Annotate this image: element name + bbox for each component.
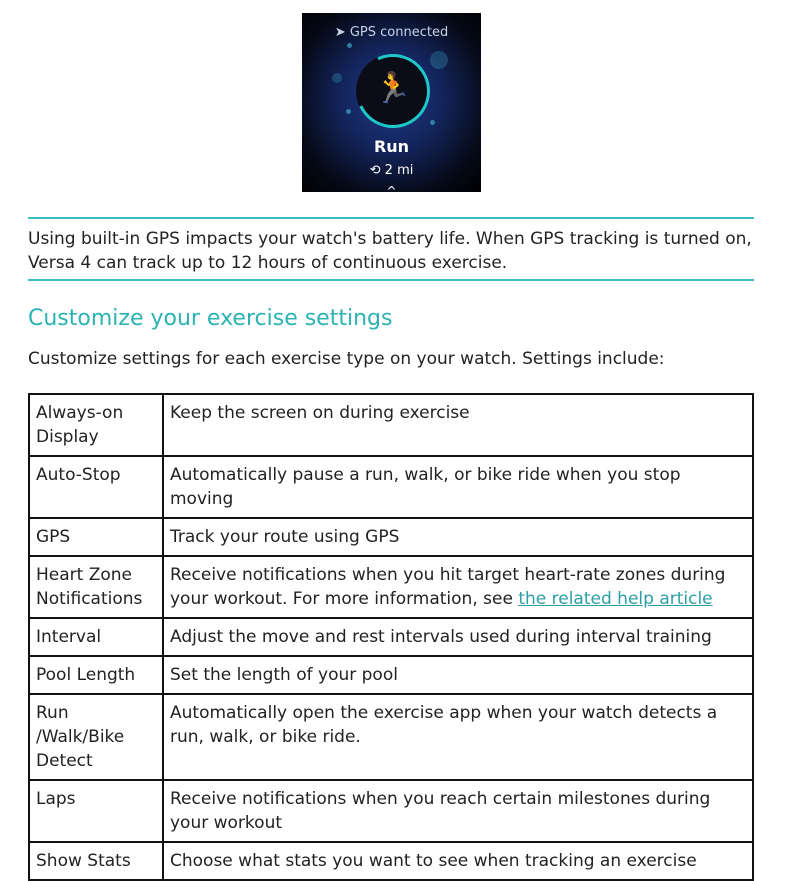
chevron-up-icon: ^ [386,184,397,192]
exercise-name: Run [373,137,410,156]
setting-name: GPS [29,518,163,556]
battery-note: Using built-in GPS impacts your watch's battery life. When GPS tracking is turned on, Versa 4 can track up to 12 hours of continuous exercise. [28,217,754,281]
setting-description [163,780,753,842]
table-row [29,842,753,880]
setting-description [163,556,753,618]
table-row [29,518,753,556]
setting-name: Laps [29,780,163,842]
setting-name: Auto-Stop [29,456,163,518]
setting-name: Always-on Display [29,394,163,456]
running-icon: 🏃 [374,71,412,106]
setting-description [163,456,753,518]
description-text: Receive notifications when you reach certain milestones during your workout [170,789,711,833]
description-text: Automatically pause a run, walk, or bike ride when you stop moving [170,465,681,509]
decor-dot [430,51,448,69]
intro-text: Customize settings for each exercise type on your watch. Settings include: [28,349,665,369]
gps-status [302,25,481,40]
table-row [29,556,753,618]
setting-name: Run /Walk/Bike Detect [29,694,163,780]
setting-name: Pool Length [29,656,163,694]
description-text: Receive notifications when you hit target heart-rate zones during your workout. For more information, see [170,565,726,609]
goal [302,163,481,178]
gps-status-text: GPS connected [349,25,449,40]
setting-description [163,394,753,456]
section-title: Customize your exercise settings [28,306,393,331]
table-row [29,694,753,780]
decor-dot [430,120,435,125]
goal-icon: ⟲ [369,163,381,178]
description-text: Adjust the move and rest intervals used during interval training [170,627,712,647]
decor-dot [347,43,352,48]
table-row [29,618,753,656]
decor-dot [346,109,351,114]
setting-name: Heart Zone Notifications [29,556,163,618]
table-row [29,456,753,518]
decor-dot [332,73,342,83]
description-text: Set the length of your pool [170,665,398,685]
location-arrow-icon: ➤ [334,25,346,40]
help-article-link[interactable]: the related help article [518,589,713,609]
setting-description [163,618,753,656]
setting-name: Interval [29,618,163,656]
goal-value: 2 mi [384,163,414,178]
settings-table [28,393,754,881]
table-row [29,656,753,694]
setting-name: Show Stats [29,842,163,880]
description-text: Choose what stats you want to see when tracking an exercise [170,851,697,871]
setting-description [163,656,753,694]
watch-screenshot [302,13,481,192]
description-text: Keep the screen on during exercise [170,403,470,423]
setting-description [163,518,753,556]
setting-description [163,842,753,880]
table-row [29,780,753,842]
description-text: Track your route using GPS [170,527,400,547]
table-row [29,394,753,456]
setting-description [163,694,753,780]
description-text: Automatically open the exercise app when your watch detects a run, walk, or bike ride. [170,703,718,747]
